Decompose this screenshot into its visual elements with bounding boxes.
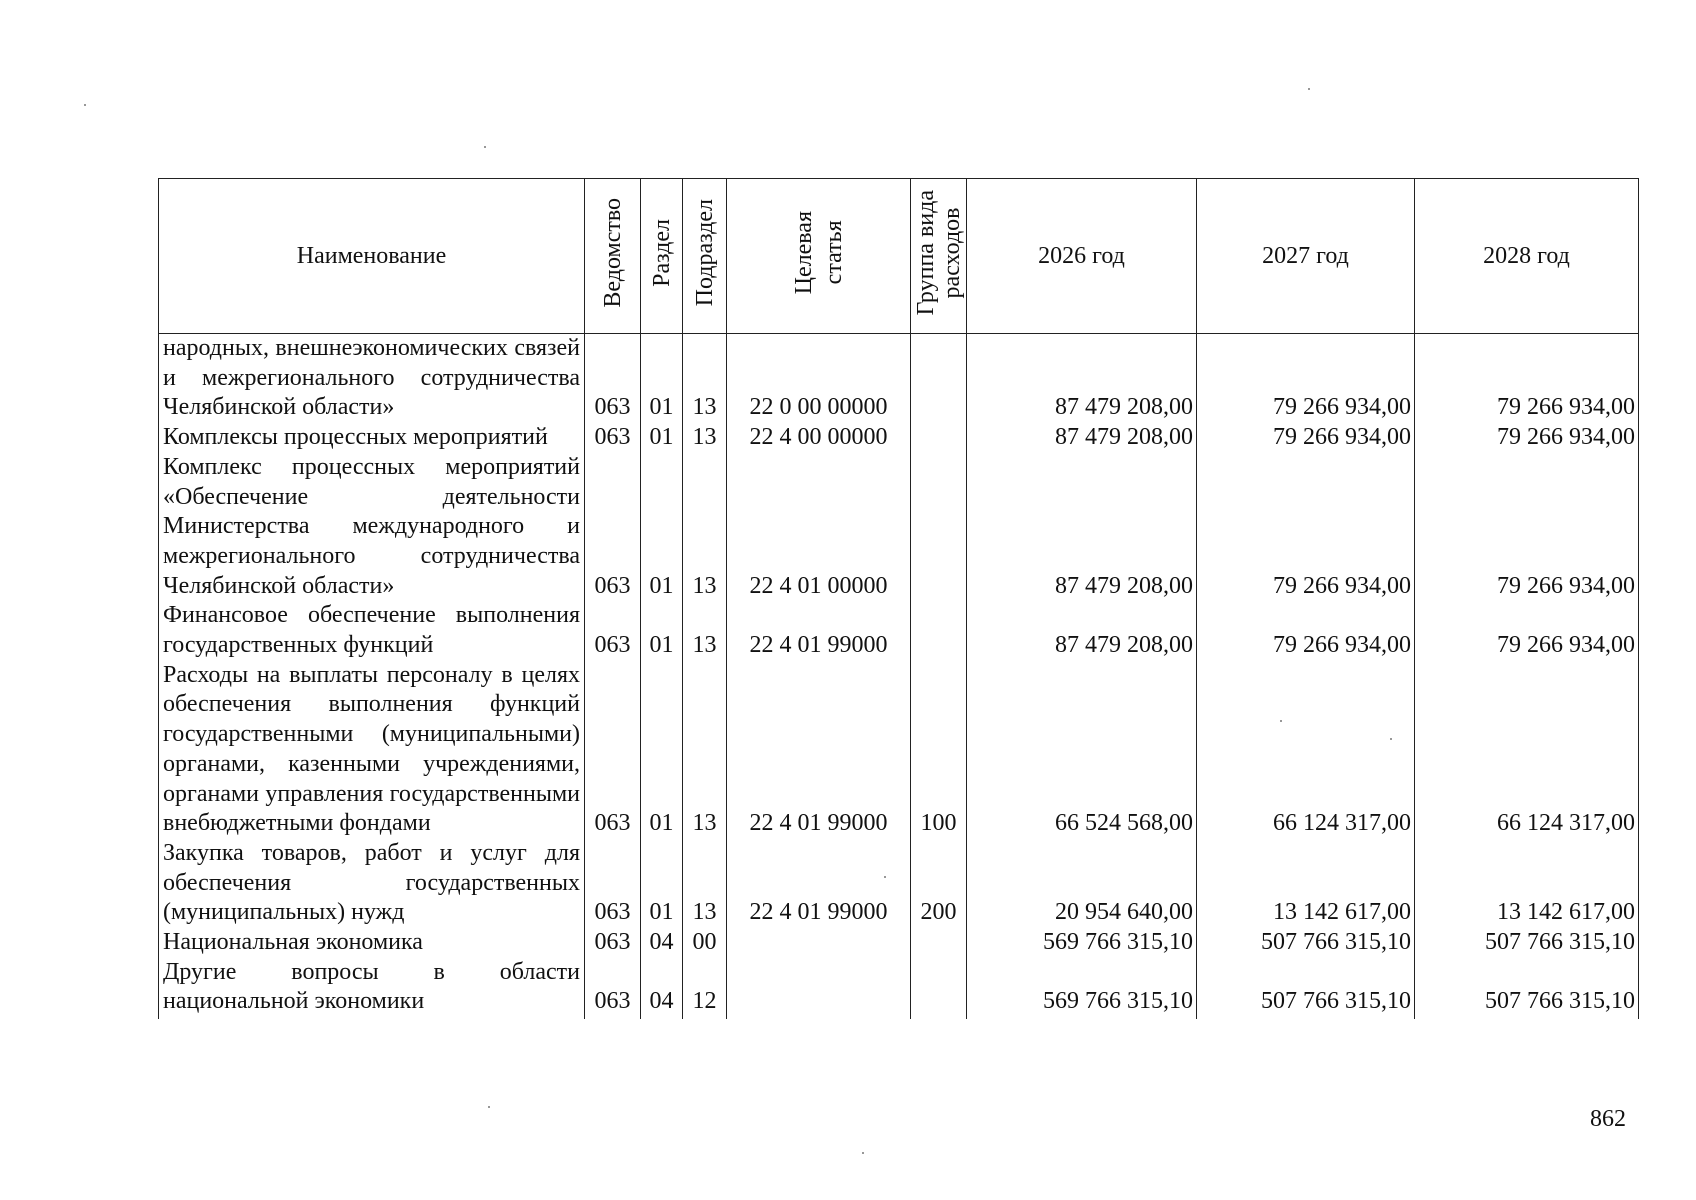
row-name: Национальная экономика	[159, 928, 585, 958]
row-razdel: 04	[641, 928, 683, 958]
row-vedomstvo: 063	[585, 928, 641, 958]
row-razdel: 01	[641, 839, 683, 928]
row-amount-2026: 569 766 315,10	[967, 928, 1197, 958]
row-name: Другие вопросы в области национальной экономики	[159, 958, 585, 1019]
row-target-article: 22 4 01 00000	[727, 453, 911, 602]
row-amount-2028: 507 766 315,10	[1415, 958, 1639, 1019]
row-razdel: 01	[641, 423, 683, 453]
page-number: 862	[1590, 1106, 1626, 1132]
row-target-article: 22 0 00 00000	[727, 334, 911, 424]
budget-table-page	[158, 178, 1638, 1088]
row-vedomstvo: 063	[585, 334, 641, 424]
row-razdel: 04	[641, 958, 683, 1019]
row-name: Финансовое обеспечение выполнения государственных функций	[159, 601, 585, 660]
table-header-row	[159, 179, 1639, 334]
row-vedomstvo: 063	[585, 423, 641, 453]
row-vedomstvo: 063	[585, 453, 641, 602]
row-amount-2027: 66 124 317,00	[1197, 661, 1415, 839]
row-podrazdel: 13	[683, 334, 727, 424]
scan-speck	[488, 1106, 490, 1108]
row-target-article: 22 4 01 99000	[727, 601, 911, 660]
header-vedomstvo: Ведомство	[585, 179, 641, 334]
row-amount-2028: 79 266 934,00	[1415, 453, 1639, 602]
row-expense-group	[911, 334, 967, 424]
table-row	[159, 661, 1639, 839]
row-vedomstvo: 063	[585, 601, 641, 660]
row-amount-2026: 87 479 208,00	[967, 423, 1197, 453]
row-amount-2028: 79 266 934,00	[1415, 423, 1639, 453]
scan-speck	[84, 104, 86, 106]
scan-speck	[862, 1152, 864, 1154]
row-target-article: 22 4 00 00000	[727, 423, 911, 453]
row-razdel: 01	[641, 334, 683, 424]
row-expense-group	[911, 423, 967, 453]
row-razdel: 01	[641, 453, 683, 602]
row-amount-2026: 569 766 315,10	[967, 958, 1197, 1019]
row-amount-2028: 13 142 617,00	[1415, 839, 1639, 928]
row-razdel: 01	[641, 601, 683, 660]
table-row	[159, 839, 1639, 928]
row-amount-2027: 79 266 934,00	[1197, 334, 1415, 424]
row-expense-group	[911, 453, 967, 602]
row-amount-2026: 20 954 640,00	[967, 839, 1197, 928]
row-name: Расходы на выплаты персоналу в целях обеспечения выполнения функций государственными (муниципальными) органами, казенными учреждениями, органами управления государственными внебюджетными фондами	[159, 661, 585, 839]
row-amount-2026: 87 479 208,00	[967, 334, 1197, 424]
row-podrazdel: 13	[683, 661, 727, 839]
row-amount-2028: 507 766 315,10	[1415, 928, 1639, 958]
budget-table	[158, 178, 1639, 1019]
row-name: Комплексы процессных мероприятий	[159, 423, 585, 453]
row-vedomstvo: 063	[585, 958, 641, 1019]
row-amount-2027: 507 766 315,10	[1197, 928, 1415, 958]
header-podrazdel: Подраздел	[683, 179, 727, 334]
row-amount-2028: 79 266 934,00	[1415, 334, 1639, 424]
scan-speck	[484, 146, 486, 148]
row-vedomstvo: 063	[585, 839, 641, 928]
row-podrazdel: 00	[683, 928, 727, 958]
header-razdel: Раздел	[641, 179, 683, 334]
table-row	[159, 958, 1639, 1019]
row-amount-2027: 79 266 934,00	[1197, 601, 1415, 660]
row-amount-2027: 507 766 315,10	[1197, 958, 1415, 1019]
table-row	[159, 601, 1639, 660]
row-target-article	[727, 928, 911, 958]
header-name: Наименование	[159, 179, 585, 334]
row-amount-2026: 66 524 568,00	[967, 661, 1197, 839]
row-vedomstvo: 063	[585, 661, 641, 839]
scan-speck	[1280, 720, 1282, 722]
row-expense-group: 100	[911, 661, 967, 839]
table-row	[159, 334, 1639, 424]
scan-speck	[1390, 738, 1392, 740]
row-target-article: 22 4 01 99000	[727, 661, 911, 839]
row-expense-group	[911, 928, 967, 958]
row-amount-2027: 79 266 934,00	[1197, 423, 1415, 453]
header-2026: 2026 год	[967, 179, 1197, 334]
table-row	[159, 453, 1639, 602]
row-razdel: 01	[641, 661, 683, 839]
row-amount-2027: 79 266 934,00	[1197, 453, 1415, 602]
header-2027: 2027 год	[1197, 179, 1415, 334]
row-expense-group	[911, 958, 967, 1019]
header-2028: 2028 год	[1415, 179, 1639, 334]
row-name: Комплекс процессных мероприятий «Обеспечение деятельности Министерства международного и межрегионального сотрудничества Челябинской области»	[159, 453, 585, 602]
scan-speck	[884, 876, 886, 878]
table-row	[159, 928, 1639, 958]
row-name: Закупка товаров, работ и услуг для обеспечения государственных (муниципальных) нужд	[159, 839, 585, 928]
row-expense-group: 200	[911, 839, 967, 928]
row-amount-2027: 13 142 617,00	[1197, 839, 1415, 928]
scan-speck	[1308, 88, 1310, 90]
row-podrazdel: 13	[683, 453, 727, 602]
row-amount-2028: 66 124 317,00	[1415, 661, 1639, 839]
row-name: народных, внешнеэкономических связей и межрегионального сотрудничества Челябинской области»	[159, 334, 585, 424]
row-amount-2028: 79 266 934,00	[1415, 601, 1639, 660]
row-podrazdel: 13	[683, 601, 727, 660]
row-amount-2026: 87 479 208,00	[967, 453, 1197, 602]
table-row	[159, 423, 1639, 453]
row-target-article: 22 4 01 99000	[727, 839, 911, 928]
row-podrazdel: 13	[683, 423, 727, 453]
header-expense-group: Группа вида расходов	[911, 179, 967, 334]
row-expense-group	[911, 601, 967, 660]
row-target-article	[727, 958, 911, 1019]
header-target-article: Целевая статья	[727, 179, 911, 334]
row-podrazdel: 12	[683, 958, 727, 1019]
row-amount-2026: 87 479 208,00	[967, 601, 1197, 660]
row-podrazdel: 13	[683, 839, 727, 928]
